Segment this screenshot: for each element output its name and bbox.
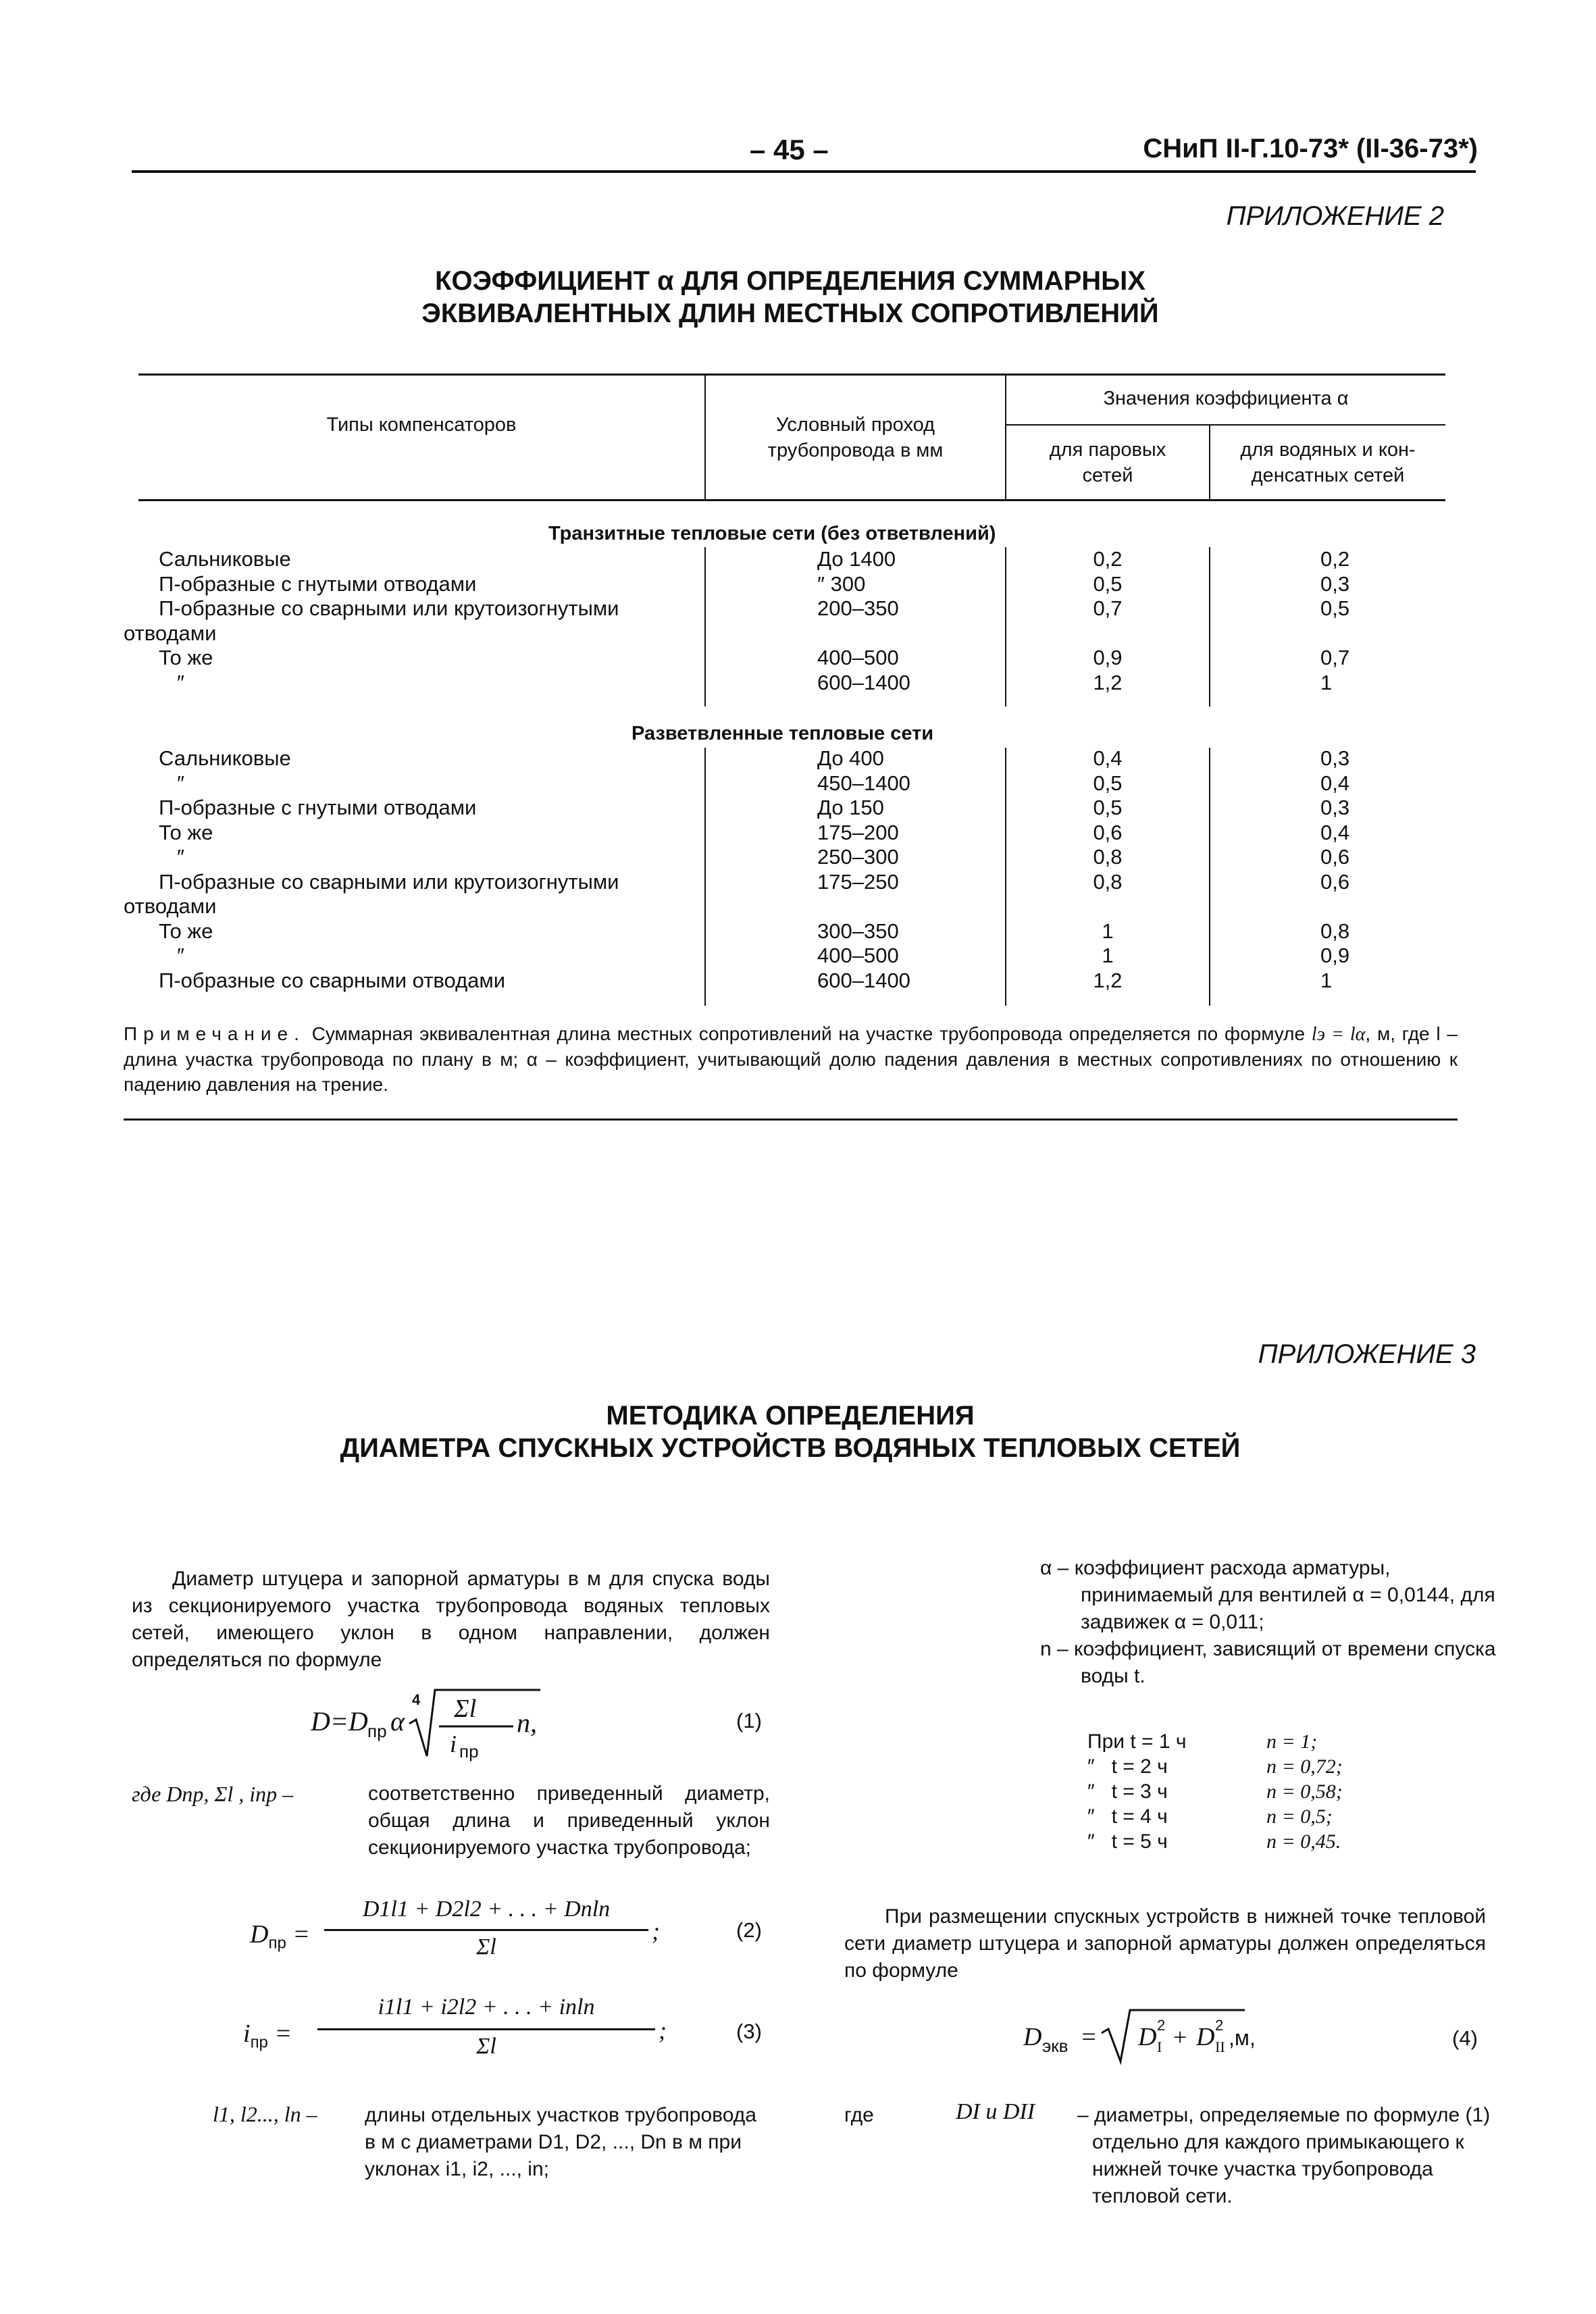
lengths-label: l1, l2..., ln – — [213, 2102, 317, 2126]
cell-steam: 1 — [1102, 919, 1114, 943]
svg-text:n,: n, — [517, 1707, 537, 1738]
note-text-1: Суммарная эквивалентная длина местных сопротивлений на участке трубопровода определяется по формуле — [305, 1023, 1312, 1044]
low-point-paragraph: При размещении спускных устройств в нижней точке тепловой сети диаметр штуцера и запорной арматуры должен определяться по формуле — [844, 1905, 1486, 1982]
cell-steam: 1 — [1102, 944, 1114, 967]
formula-2-semicolon: ; — [652, 1918, 660, 1945]
formula-2-numerator: D1l1 + D2l2 + . . . + Dnln — [362, 1897, 611, 1922]
svg-text:I: I — [1157, 2038, 1162, 2055]
cell-pass: 600–1400 — [817, 670, 910, 694]
svg-text:i: i — [450, 1730, 457, 1757]
time-value: При t = 1 ч — [1087, 1730, 1187, 1753]
svg-text:D=D: D=D — [311, 1706, 368, 1737]
time-value: ″ t = 5 ч — [1087, 1830, 1168, 1853]
cell-pass: 450–1400 — [817, 771, 910, 795]
svg-text:,м,: ,м, — [1229, 2026, 1256, 2050]
cell-steam: 0,5 — [1093, 796, 1123, 819]
cell-type: Сальниковые — [159, 547, 291, 571]
svg-text:α: α — [390, 1706, 405, 1737]
cell-pass: 300–350 — [817, 919, 899, 943]
formula-3-number: (3) — [736, 2020, 762, 2043]
formula-3 — [243, 1995, 689, 2069]
cell-water: 0,2 — [1320, 547, 1350, 571]
cell-type: П-образные со сварными или крутоизогнутыми — [159, 596, 619, 620]
n-value: n = 1; — [1266, 1730, 1318, 1753]
appendix-2-title-line1: КОЭФФИЦИЕНТ α ДЛЯ ОПРЕДЕЛЕНИЯ СУММАРНЫХ — [435, 266, 1145, 296]
svg-text:=: = — [1080, 2023, 1098, 2051]
col-header-water-line1: для водяных и кон- — [1240, 439, 1416, 461]
cell-steam: 0,5 — [1093, 771, 1123, 795]
cell-water: 0,4 — [1320, 771, 1350, 795]
formula-3-semicolon: ; — [659, 2017, 667, 2044]
formula-2-denominator: Σl — [476, 1934, 496, 1959]
cell-type: отводами — [124, 894, 217, 918]
table-top-rule — [138, 374, 1445, 376]
appendix-3-title-line1: МЕТОДИКА ОПРЕДЕЛЕНИЯ — [606, 1401, 975, 1431]
formula-3-numerator: i1l1 + i2l2 + . . . + inln — [378, 1995, 595, 2020]
cell-steam: 0,6 — [1093, 820, 1123, 844]
cell-type: П-образные с гнутыми отводами — [159, 571, 477, 596]
svg-text:D: D — [1196, 2023, 1215, 2051]
svg-text:пр: пр — [367, 1721, 387, 1741]
formula-1 — [311, 1682, 567, 1770]
table-vline — [704, 547, 706, 706]
table-vline — [1209, 748, 1210, 1006]
note-formula: lэ = lα — [1311, 1024, 1366, 1045]
where-label: где Dпр, Σl , iпр – — [132, 1782, 294, 1806]
cell-type: П-образные со сварными или крутоизогнутыми — [159, 869, 619, 894]
appendix-2-title — [270, 265, 1310, 330]
cell-water: 1 — [1320, 968, 1333, 992]
svg-text:пр: пр — [459, 1741, 479, 1762]
cell-water: 0,6 — [1320, 869, 1350, 894]
svg-text:D: D — [1138, 2023, 1157, 2051]
cell-type: Сальниковые — [159, 746, 291, 770]
svg-text:2: 2 — [1215, 2017, 1224, 2034]
cell-water: 0,8 — [1320, 919, 1350, 943]
cell-steam: 0,8 — [1093, 869, 1123, 894]
cell-pass: ″ 300 — [817, 571, 866, 596]
col-header-type: Типы компенсаторов — [326, 414, 517, 436]
note-prefix: Примечание. — [124, 1023, 305, 1044]
d-definition: – диаметры, определяемые по формуле (1) отдельно для каждого примыкающего к нижней точке участка трубопровода тепловой сети. — [1077, 2104, 1491, 2207]
lengths-text: длины отдельных участков трубопровода в м с диаметрами D1, D2, ..., Dn в м при уклонах i1, i2, ..., in; — [365, 2104, 756, 2180]
col-header-water-line2: денсатных сетей — [1251, 465, 1405, 486]
time-value: ″ t = 2 ч — [1087, 1755, 1168, 1778]
cell-type: П-образные со сварными отводами — [159, 968, 506, 992]
cell-water: 0,9 — [1320, 944, 1350, 967]
cell-pass: 600–1400 — [817, 968, 910, 992]
cell-pass: 200–350 — [817, 596, 899, 620]
formula-3-fraction-bar — [317, 2028, 655, 2030]
svg-text:II: II — [1215, 2038, 1225, 2055]
n-value: n = 0,45. — [1266, 1830, 1341, 1853]
cell-pass: 400–500 — [817, 646, 899, 669]
cell-steam: 1,2 — [1093, 968, 1123, 992]
col-header-water — [1210, 437, 1445, 488]
cell-type: ″ — [177, 845, 184, 869]
col-header-pass — [706, 412, 1005, 463]
svg-text:экв: экв — [1042, 2036, 1069, 2056]
d-label: DI и DII — [956, 2099, 1035, 2124]
col-header-alpha: Значения коэффициента α — [1103, 388, 1349, 409]
cell-type: отводами — [124, 621, 217, 645]
cell-pass: 400–500 — [817, 944, 899, 967]
cell-water: 0,3 — [1320, 746, 1350, 770]
cell-pass: До 400 — [817, 746, 884, 770]
cell-steam: 0,9 — [1093, 646, 1123, 669]
formula-4 — [1023, 2006, 1361, 2067]
cell-steam: 0,2 — [1093, 547, 1123, 571]
section-title-branched: Разветвленные тепловые сети — [632, 723, 934, 744]
cell-water: 0,5 — [1320, 596, 1350, 620]
cell-type: То же — [159, 820, 213, 844]
appendix-3-title-line2: ДИАМЕТРА СПУСКНЫХ УСТРОЙСТВ ВОДЯНЫХ ТЕПЛОВЫХ СЕТЕЙ — [340, 1433, 1241, 1463]
cell-pass: До 1400 — [817, 547, 896, 571]
appendix-2-label: ПРИЛОЖЕНИЕ 2 — [1226, 201, 1444, 231]
intro-paragraph: Диаметр штуцера и запорной арматуры в м для спуска воды из секционируемого участка трубопровода водяных тепловых сетей, имеющего уклон в одном направлении, должен определяться по формуле — [132, 1568, 770, 1671]
cell-pass: До 150 — [817, 796, 884, 819]
cell-type: П-образные с гнутыми отводами — [159, 796, 477, 819]
col-header-steam — [1006, 437, 1209, 488]
formula-4-graphic — [1023, 2006, 1361, 2067]
cell-pass: 175–250 — [817, 869, 899, 894]
cell-steam: 0,4 — [1093, 746, 1123, 770]
section-title-transit: Транзитные тепловые сети (без ответвлений) — [548, 523, 996, 544]
formula-2-fraction-bar — [324, 1929, 648, 1931]
svg-text:Σl: Σl — [454, 1695, 477, 1723]
table-note — [124, 1021, 1458, 1097]
cell-steam: 0,5 — [1093, 571, 1123, 596]
appendix-2-title-line2: ЭКВИВАЛЕНТНЫХ ДЛИН МЕСТНЫХ СОПРОТИВЛЕНИЙ — [421, 299, 1159, 328]
cell-steam: 1,2 — [1093, 670, 1123, 694]
col-header-pass-line2: трубопровода в мм — [767, 440, 944, 461]
table-subheader-rule — [1005, 424, 1445, 426]
n-value: n = 0,58; — [1266, 1780, 1343, 1803]
cell-steam: 0,7 — [1093, 596, 1123, 620]
svg-text:4: 4 — [412, 1691, 421, 1708]
cell-water: 1 — [1320, 670, 1333, 694]
where-text: соответственно приведенный диаметр, общая длина и приведенный уклон секционируемого участка трубопровода; — [368, 1782, 770, 1859]
page-number: – 45 – — [750, 134, 829, 165]
svg-text:2: 2 — [1157, 2017, 1166, 2034]
cell-water: 0,3 — [1320, 796, 1350, 819]
time-value: ″ t = 3 ч — [1087, 1780, 1168, 1803]
cell-type: То же — [159, 919, 213, 943]
svg-text:+: + — [1173, 2024, 1187, 2051]
cell-steam: 0,8 — [1093, 845, 1123, 869]
table-vline — [704, 748, 706, 1006]
cell-type: То же — [159, 646, 213, 669]
appendix-3-label: ПРИЛОЖЕНИЕ 3 — [1258, 1339, 1476, 1369]
time-value: ″ t = 4 ч — [1087, 1805, 1168, 1828]
formula-1-graphic — [311, 1682, 567, 1770]
formula-3-denominator: Σl — [476, 2034, 496, 2059]
col-header-pass-line1: Условный проход — [775, 414, 935, 436]
formula-2-lhs: $D_{пр}$ = — [250, 1920, 310, 1953]
alpha-definition: α – коэффициент расхода арматуры, принимаемый для вентилей α = 0,0144, для задвижек α = 0,011; — [1040, 1557, 1495, 1633]
cell-pass: 250–300 — [817, 845, 899, 869]
cell-water: 0,3 — [1320, 571, 1350, 596]
formula-2-number: (2) — [736, 1918, 762, 1942]
cell-pass: 175–200 — [817, 820, 899, 844]
document-code: СНиП II-Г.10-73* (II-36-73*) — [1143, 134, 1478, 163]
cell-water: 0,4 — [1320, 820, 1350, 844]
formula-4-number: (4) — [1452, 2026, 1478, 2050]
note-text-2: , м, где l – длина участка трубопровода по плану в м; α – коэффициент, учитывающий долю падения давления в местных сопротивлениях по отношению к падению давления на трение. — [124, 1023, 1458, 1095]
cell-water: 0,6 — [1320, 845, 1350, 869]
appendix-3-title — [270, 1399, 1310, 1464]
formula-1-number: (1) — [736, 1709, 762, 1732]
svg-text:D: D — [1023, 2023, 1042, 2051]
table-vline — [1209, 547, 1210, 706]
n-value: n = 0,72; — [1266, 1755, 1343, 1778]
cell-type: ″ — [177, 944, 184, 967]
table-header-bottom-rule — [138, 499, 1445, 501]
cell-type: ″ — [177, 771, 184, 795]
n-definition: n – коэффициент, зависящий от времени спуска воды t. — [1040, 1638, 1496, 1687]
col-header-steam-line1: для паровых — [1049, 439, 1166, 461]
n-value: n = 0,5; — [1266, 1805, 1333, 1828]
cell-type: ″ — [177, 670, 184, 694]
formula-3-lhs: $i_{пр}$ = — [243, 2020, 292, 2052]
formula-2 — [250, 1897, 682, 1971]
header-rule — [132, 170, 1476, 173]
cell-water: 0,7 — [1320, 646, 1350, 669]
col-header-steam-line2: сетей — [1082, 465, 1133, 486]
note-bottom-rule — [124, 1119, 1458, 1121]
where-right: где — [844, 2104, 874, 2126]
